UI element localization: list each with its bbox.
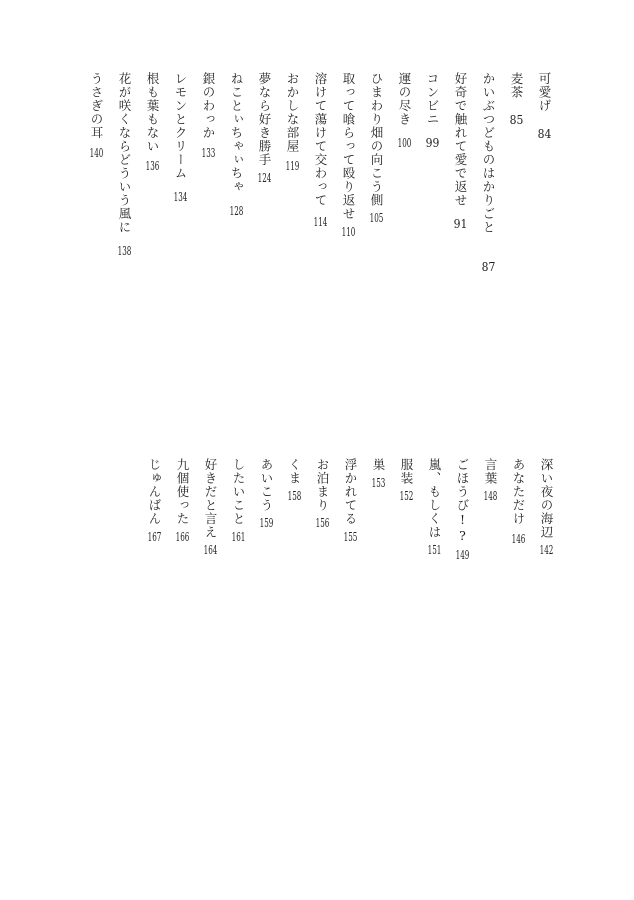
toc-entry [231,458,245,543]
toc-entry-title: 好きだと言え [203,458,218,539]
toc-entry-title: 根も葉もない [145,72,160,153]
toc-entry [201,72,215,162]
toc-entry-page: 151 [427,543,442,556]
toc-entry [343,458,357,543]
toc-entry [287,458,301,513]
toc-entry-page: 85 [509,113,524,126]
toc-entry-title: 麦茶 [509,72,524,99]
toc-entry-page: 124 [257,170,272,183]
toc-entry [257,72,271,192]
toc-entry-title: 花が咲くならどういう風に [117,72,132,234]
toc-entry-page: 99 [425,136,440,149]
toc-entry-title: うさぎの耳 [89,72,104,140]
toc-entry [539,458,553,558]
toc-entry [481,72,496,273]
toc-entry-title: 巣 [371,458,386,472]
toc-entry [203,458,217,558]
toc-entry-page: 140 [89,145,104,158]
toc-entry-page: 136 [145,159,160,172]
toc-entry [369,72,383,222]
toc-entry [509,72,523,127]
toc-entry [259,458,273,533]
toc-entry-page: 164 [203,543,218,556]
toc-entry-page: 134 [173,190,188,203]
toc-entry [371,458,385,503]
toc-entry-page: 105 [369,211,384,224]
toc-entry-page: 91 [453,217,468,230]
toc-entry-page: 138 [117,244,132,257]
toc-entry-page: 133 [201,145,216,158]
toc-entry-title: レモンとクリーム [173,72,188,180]
toc-entry-page: 110 [341,224,356,237]
toc-entry [175,458,189,543]
toc-entry-title: 銀のわっか [201,72,216,140]
toc-entry [427,458,442,556]
toc-entry [397,72,411,152]
toc-entry-title: くま [287,458,302,485]
toc-entry [145,72,159,172]
toc-entry-title: じゅんばん [147,458,162,526]
toc-entry [89,72,103,167]
toc-entry-page: 100 [397,136,412,149]
toc-entry [147,458,161,543]
toc-entry-page: 149 [455,548,470,561]
toc-entry-page: 146 [511,531,526,544]
toc-entry-title: 浮かれてる [343,458,358,526]
toc-entry-page: 155 [343,529,358,542]
toc-entry-title: あいこう [259,458,274,512]
toc-entry-page: 87 [481,260,496,273]
toc-entry-title: 好奇で触れて愛で返せ [453,72,468,207]
toc-entry-title: 深い夜の海辺 [539,458,554,539]
toc-entry-title: 九個使った [175,458,190,526]
toc-entry-page: 152 [399,489,414,502]
toc-entry-title: 取って喰らって殴り返せ [341,72,356,221]
toc-entry-title: ねことぃちゃぃちゃ [229,72,244,194]
toc-entry [313,72,328,228]
toc-entry [285,72,299,172]
toc-entry-title: あなただけ [511,458,526,526]
toc-entry [511,458,525,548]
toc-entry-page: 158 [287,489,302,502]
toc-entry-title: コンビニ [425,72,440,126]
toc-entry [117,72,132,257]
toc-entry [537,72,551,142]
toc-entry [483,458,497,508]
toc-entry-title: 可愛げ [537,72,552,113]
toc-entry-page: 128 [229,203,244,216]
toc-entry-page: 161 [231,529,246,542]
toc-entry-title: 夢なら好き勝手 [257,72,272,167]
toc-entry-page: 142 [539,543,554,556]
toc-entry-page: 167 [147,529,162,542]
toc-entry-page: 84 [537,126,552,139]
toc-entry-page: 119 [285,159,300,172]
toc-entry [455,458,470,561]
toc-entry-title: したいこと [231,458,246,526]
toc-entry-page: 156 [315,516,330,529]
toc-entry-title: 運の尽き [397,72,412,126]
toc-entry-page: 148 [483,489,498,502]
toc-entry [341,72,356,237]
toc-entry-title: ごほうび!? [455,458,470,544]
toc-entry-page: 166 [175,529,190,542]
toc-entry-title: お泊まり [315,458,330,512]
toc-entry-title: ひまわり畑の向こう側 [369,72,384,207]
toc-entry [399,458,413,513]
toc-entry [315,458,329,533]
toc-entry-title: かいぶつどものはかりごと [481,72,496,234]
toc-entry-title: 嵐、もしくは [427,458,442,539]
toc-entry-page: 159 [259,516,274,529]
toc-entry-title: 言葉 [483,458,498,485]
toc-entry [453,72,467,232]
toc-entry [173,72,187,202]
toc-entry-title: 服装 [399,458,414,485]
toc-entry-page: 153 [371,475,386,488]
toc-entry [229,72,244,216]
toc-entry-title: おかしな部屋 [285,72,300,153]
toc-entry-title: 溶けて蕩けて交わって [313,72,328,207]
toc-entry [425,72,439,162]
toc-entry-page: 114 [313,215,328,228]
